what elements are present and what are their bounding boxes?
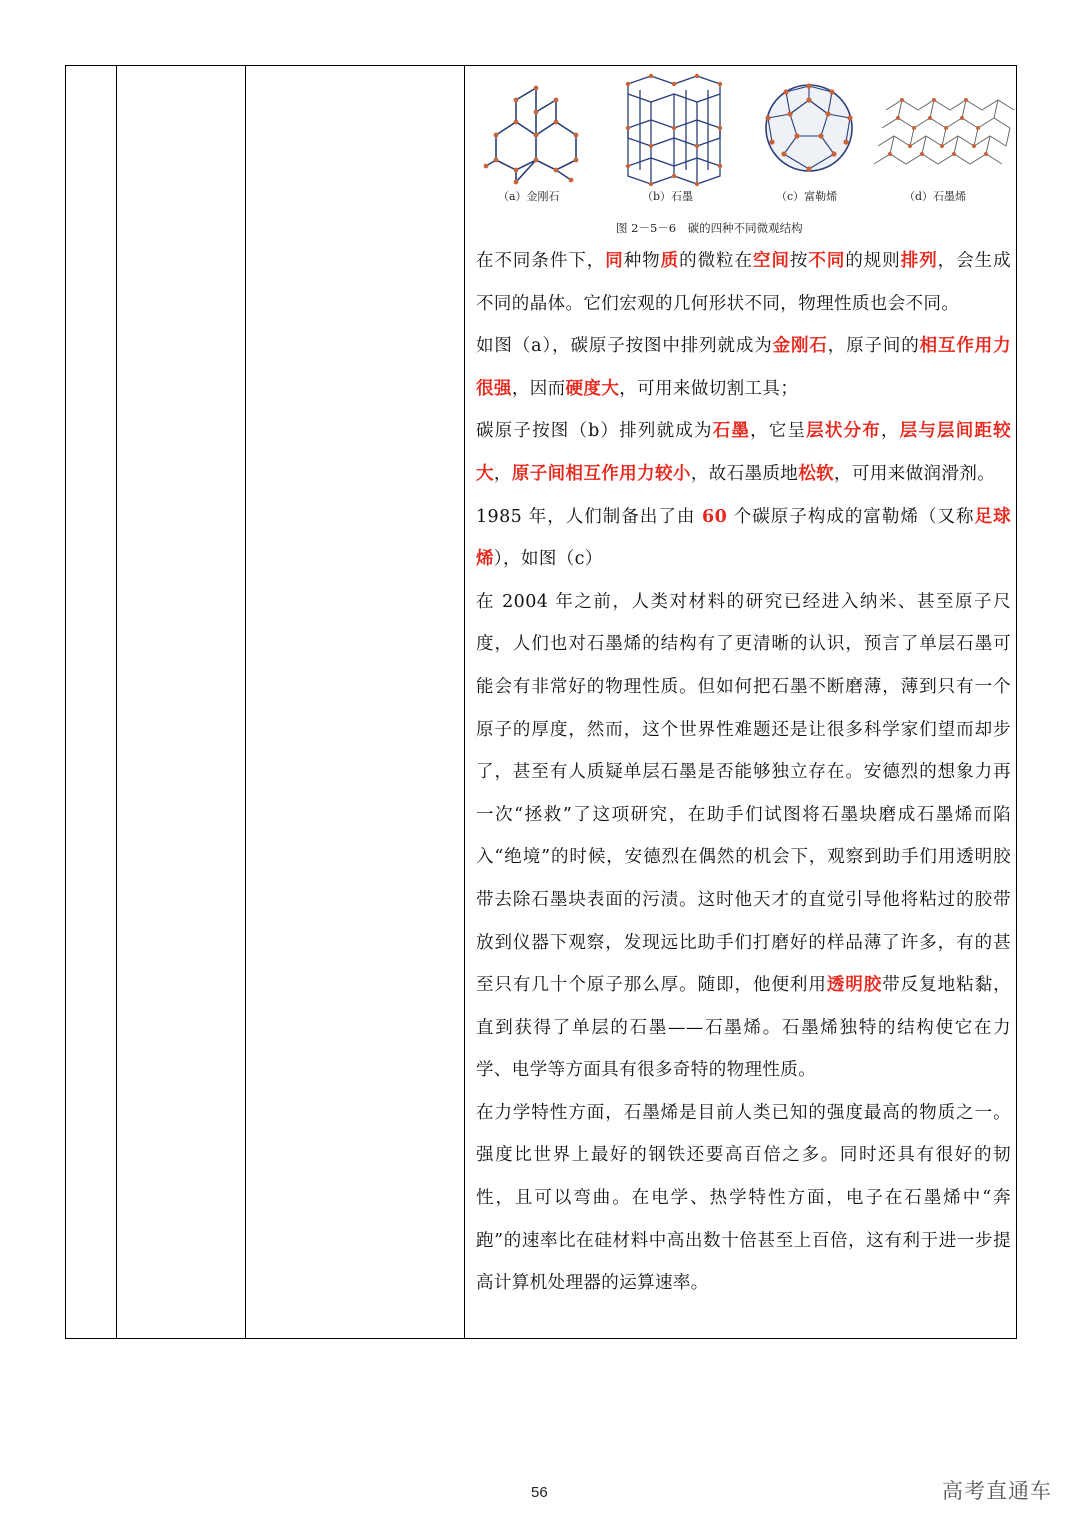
- figure-label-d: （d）石墨烯: [904, 190, 967, 203]
- figure-label-c: （c）富勒烯: [776, 190, 838, 203]
- text-segment: 在力学特性方面，石墨烯是目前人类已知的强度最高的物质之一。强度比世界上最好的钢铁还要高百倍之多。同时还具有很好的韧性，且可以弯曲。在电学、热学特性方面，电子在石墨烯中“奔跑”的速率比在硅材料中高出数十倍甚至上百倍，这有利于进一步提高计算机处理器的运算速率。: [476, 1102, 1011, 1294]
- highlighted-text: 松软: [798, 463, 835, 484]
- text-segment: ，故石墨质地: [690, 463, 799, 484]
- text-segment: 种物: [623, 251, 661, 271]
- text-segment: ，它呈: [750, 421, 807, 442]
- highlighted-text: 硬度大: [565, 378, 620, 399]
- highlighted-text: 石墨: [712, 421, 751, 442]
- highlighted-text: 层与层间距较大: [476, 421, 1011, 484]
- text-segment: ，: [880, 421, 900, 442]
- text-segment: 在 2004 年之前，人类对材料的研究已经进入纳米、甚至原子尺度，人们也对石墨烯的结构有了更清晰的认识，预言了单层石墨可能会有非常好的物理性质。但如何把石墨不断磨薄，薄到只有一个原子的厚度，然而，这个世界性难题还是让很多科学家们望而却步了，甚至有人质疑单层石墨是否能够独立存在。安德烈的想象力再一次“拯救”了这项研究，在助手们试图将石墨块磨成石墨烯而陷入“绝境”的时候，安德烈在偶然的机会下，观察到助手们用透明胶带去除石墨块表面的污渍。这时他天才的直觉引导他将粘过的胶带放到仪器下观察，发现远比助手们打磨好的样品薄了许多，有的甚至只有几十个原子那么厚。随即，他便利用: [476, 591, 1011, 996]
- fullerene-structure-icon: [765, 83, 852, 171]
- article-body: [476, 240, 1011, 1305]
- text-segment: ，因而: [511, 378, 566, 399]
- highlighted-text: 透明胶: [826, 975, 883, 996]
- text-segment: ，: [493, 463, 512, 484]
- text-segment: 碳原子按图（b）排列就成为: [476, 421, 713, 442]
- paragraph: [476, 325, 1011, 410]
- highlighted-text: 足球烯: [476, 506, 1011, 570]
- carbon-structures-figure: [476, 70, 1016, 240]
- text-segment: ，原子间的: [827, 336, 920, 357]
- page-number: 56: [531, 1484, 548, 1501]
- content-table: [65, 65, 1017, 1339]
- highlighted-text: 层状分布: [806, 421, 881, 442]
- text-segment: 带反复地粘黏，直到获得了单层的石墨——石墨烯。石墨烯独特的结构使它在力学、电学等方面具有很多奇特的物理性质。: [476, 975, 1011, 1081]
- text-segment: ），如图（c）: [493, 549, 603, 570]
- highlighted-text: 相互作用力很强: [476, 336, 1012, 399]
- text-segment: 个碳原子构成的富勒烯（又称: [727, 506, 975, 527]
- text-segment: 在不同条件下，: [476, 251, 606, 271]
- paragraph: [476, 1092, 1011, 1305]
- paragraph: [476, 240, 1011, 325]
- text-segment: 的规则: [845, 251, 901, 271]
- column-divider: [116, 66, 117, 1338]
- highlighted-text: 金刚石: [772, 336, 828, 357]
- watermark: 高考直通车: [942, 1479, 1052, 1503]
- text-segment: 的微粒在: [679, 251, 753, 271]
- text-segment: 1985 年，人们制备出了由: [476, 506, 703, 527]
- text-segment: ，可用来做切割工具；: [619, 378, 799, 399]
- graphene-structure-icon: [874, 98, 1014, 164]
- text-segment: 按: [789, 251, 809, 271]
- graphite-structure-icon: [626, 74, 722, 186]
- highlighted-text: 同: [605, 251, 624, 271]
- paragraph: [476, 581, 1011, 1092]
- figure-label-b: （b）石墨: [642, 190, 694, 203]
- highlighted-text: 质: [660, 251, 680, 271]
- paragraph: [476, 496, 1011, 581]
- figure-caption: 图 2－5－6 碳的四种不同微观结构: [616, 221, 803, 235]
- text-segment: 如图（a），碳原子按图中排列就成为: [476, 336, 773, 357]
- diamond-structure-icon: [484, 86, 579, 185]
- figure-label-a: （a）金刚石: [498, 190, 560, 203]
- highlighted-text: 原子间相互作用力较小: [511, 463, 691, 484]
- highlighted-text: 排列: [900, 251, 938, 271]
- column-divider: [245, 66, 246, 1338]
- text-segment: ，可用来做润滑剂。: [834, 463, 996, 484]
- paragraph: [476, 410, 1011, 495]
- highlighted-text: 不同: [808, 251, 846, 271]
- column-divider: [464, 66, 465, 1338]
- text-segment: ，会生成不同的晶体。它们宏观的几何形状不同，物理性质也会不同。: [476, 251, 1011, 314]
- highlighted-text: 60: [702, 506, 728, 527]
- highlighted-text: 空间: [752, 251, 790, 271]
